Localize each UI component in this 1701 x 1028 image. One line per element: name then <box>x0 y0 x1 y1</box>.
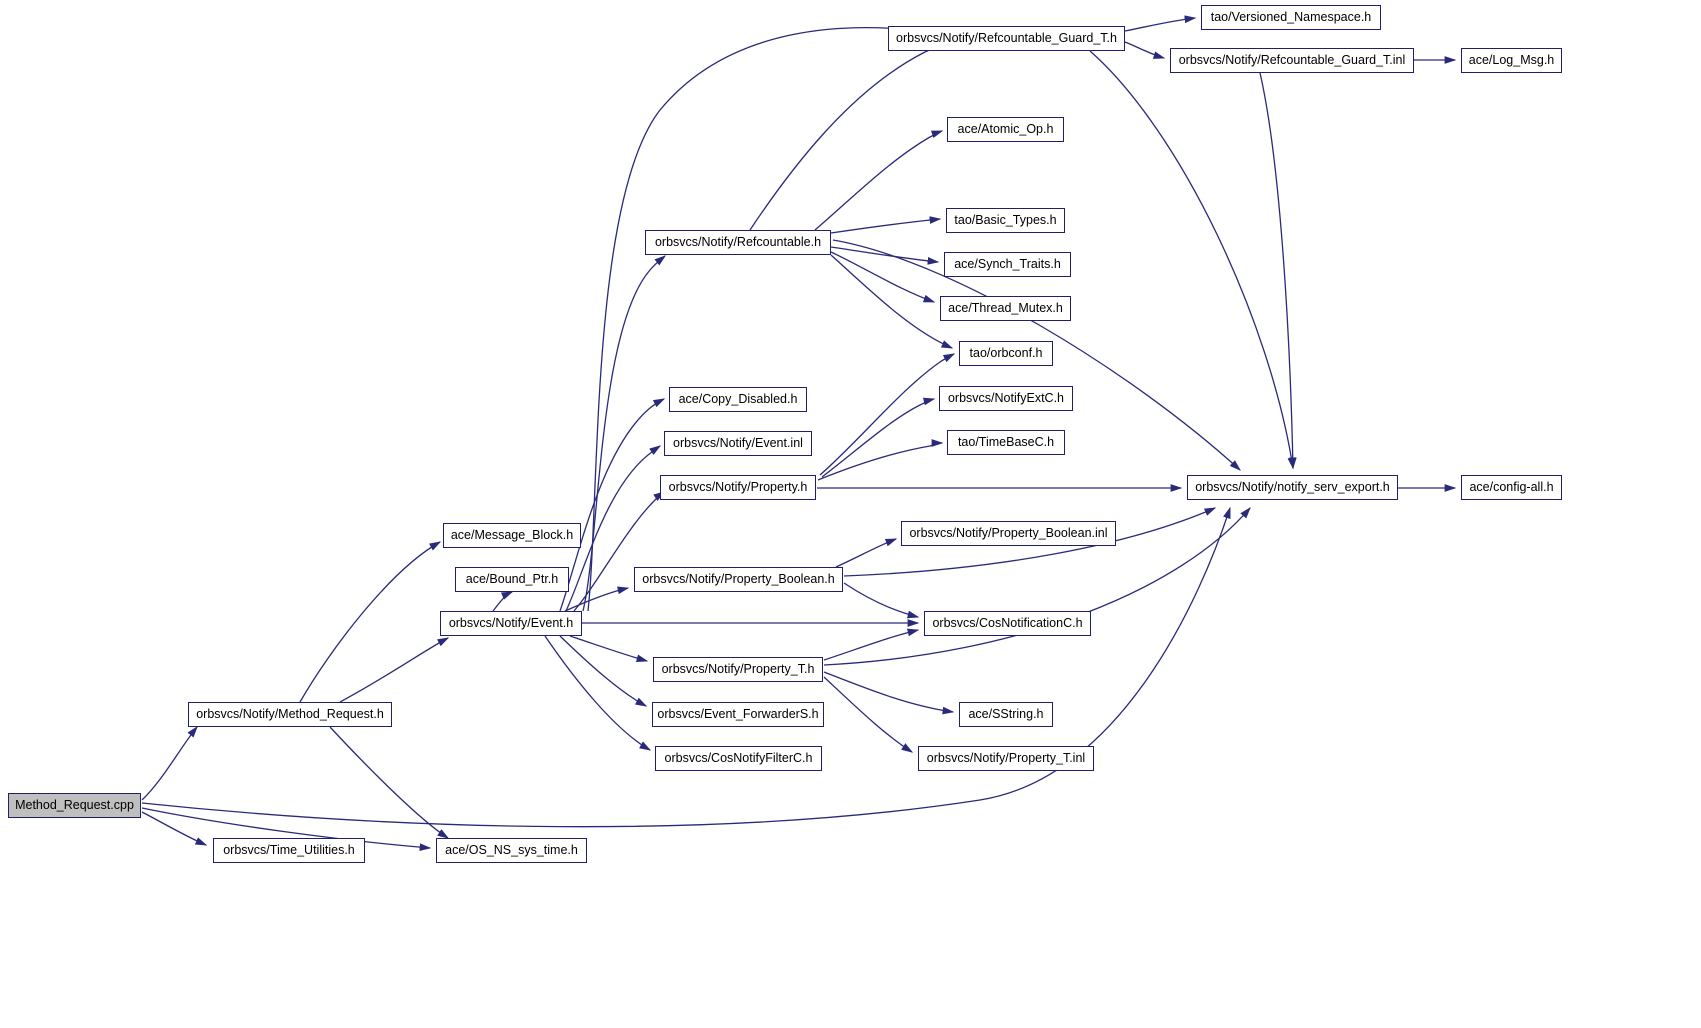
node-synch-traits-h[interactable]: ace/Synch_Traits.h <box>944 252 1071 277</box>
node-bound-ptr-h[interactable]: ace/Bound_Ptr.h <box>455 567 569 592</box>
node-property-t-h[interactable]: orbsvcs/Notify/Property_T.h <box>653 657 823 682</box>
node-event-forwarders-h[interactable]: orbsvcs/Event_ForwarderS.h <box>652 702 824 727</box>
node-os-ns-sys-time-h[interactable]: ace/OS_NS_sys_time.h <box>436 838 587 863</box>
node-sstring-h[interactable]: ace/SString.h <box>959 702 1053 727</box>
node-event-inl[interactable]: orbsvcs/Notify/Event.inl <box>664 431 812 456</box>
node-atomic-op-h[interactable]: ace/Atomic_Op.h <box>947 117 1064 142</box>
node-refcountable-guard-t-inl[interactable]: orbsvcs/Notify/Refcountable_Guard_T.inl <box>1170 48 1414 73</box>
node-property-t-inl[interactable]: orbsvcs/Notify/Property_T.inl <box>918 746 1094 771</box>
node-time-utilities-h[interactable]: orbsvcs/Time_Utilities.h <box>213 838 365 863</box>
node-refcountable-guard-t-h[interactable]: orbsvcs/Notify/Refcountable_Guard_T.h <box>888 26 1125 51</box>
node-notify-serv-export-h[interactable]: orbsvcs/Notify/notify_serv_export.h <box>1187 475 1398 500</box>
node-cosnotificationc-h[interactable]: orbsvcs/CosNotificationC.h <box>924 611 1091 636</box>
node-method-request-h[interactable]: orbsvcs/Notify/Method_Request.h <box>188 702 392 727</box>
node-cosnotifyfilterc-h[interactable]: orbsvcs/CosNotifyFilterC.h <box>655 746 822 771</box>
node-copy-disabled-h[interactable]: ace/Copy_Disabled.h <box>669 387 807 412</box>
node-log-msg-h[interactable]: ace/Log_Msg.h <box>1461 48 1562 73</box>
node-message-block-h[interactable]: ace/Message_Block.h <box>443 523 581 548</box>
node-timebasec-h[interactable]: tao/TimeBaseC.h <box>947 430 1065 455</box>
node-config-all-h[interactable]: ace/config-all.h <box>1461 475 1562 500</box>
node-property-boolean-inl[interactable]: orbsvcs/Notify/Property_Boolean.inl <box>901 521 1116 546</box>
node-property-h[interactable]: orbsvcs/Notify/Property.h <box>660 475 816 500</box>
node-property-boolean-h[interactable]: orbsvcs/Notify/Property_Boolean.h <box>634 567 843 592</box>
node-notifyextc-h[interactable]: orbsvcs/NotifyExtC.h <box>939 386 1073 411</box>
node-method-request-cpp[interactable]: Method_Request.cpp <box>8 793 141 818</box>
node-refcountable-h[interactable]: orbsvcs/Notify/Refcountable.h <box>645 230 831 255</box>
node-orbconf-h[interactable]: tao/orbconf.h <box>959 341 1053 366</box>
node-basic-types-h[interactable]: tao/Basic_Types.h <box>946 208 1065 233</box>
node-versioned-namespace-h[interactable]: tao/Versioned_Namespace.h <box>1201 5 1381 30</box>
node-event-h[interactable]: orbsvcs/Notify/Event.h <box>440 611 582 636</box>
node-thread-mutex-h[interactable]: ace/Thread_Mutex.h <box>940 296 1071 321</box>
